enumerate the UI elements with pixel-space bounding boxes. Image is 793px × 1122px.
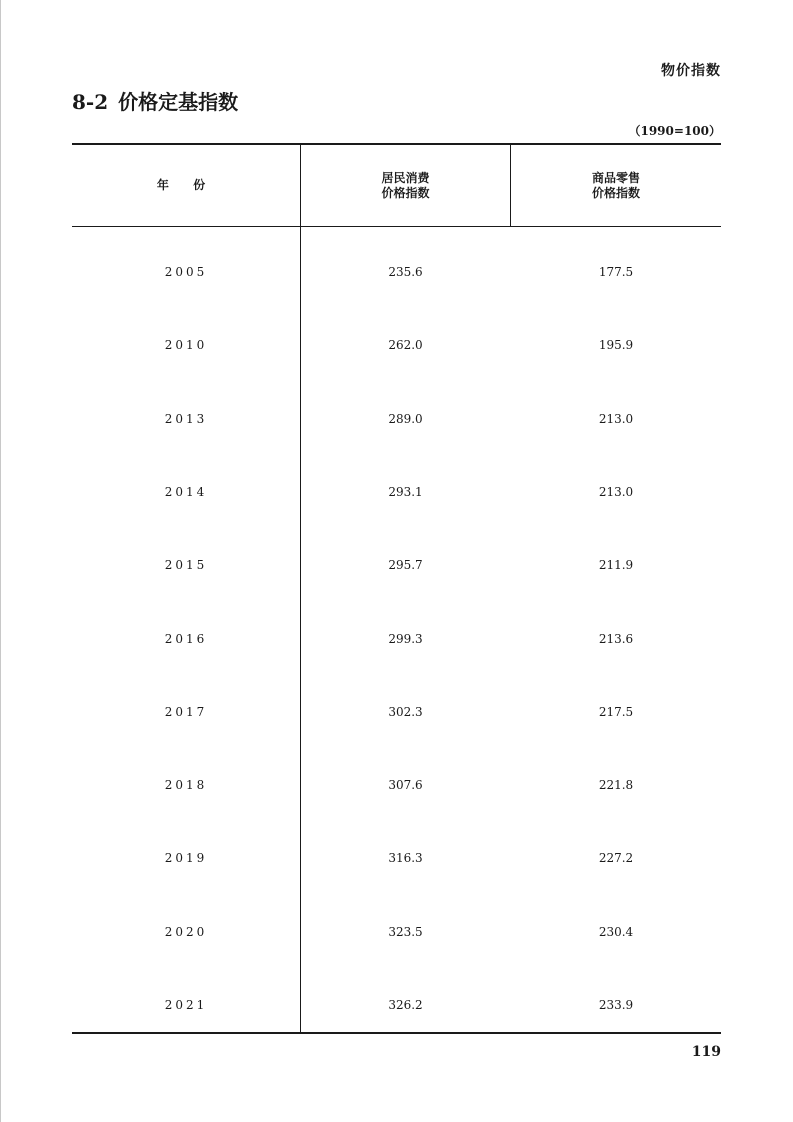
cpi-cell: 262.0 [388,338,423,352]
cpi-cell: 326.2 [388,998,423,1012]
header-year-label: 年 份 [156,178,216,192]
rpi-cell: 217.5 [598,705,634,719]
table-row [72,777,721,793]
table-bottom-rule [72,1032,721,1034]
year-cell: 2014 [164,485,208,499]
table-title-text: 价格定基指数 [118,90,239,114]
rpi-cell: 195.9 [598,338,634,352]
cpi-cell: 235.6 [388,265,423,279]
table-row [72,411,721,427]
header-rpi-line2: 价格指数 [591,185,640,200]
rpi-cell: 211.9 [598,558,634,572]
table-row [72,337,721,353]
cpi-cell: 323.5 [388,925,423,939]
rpi-cell: 221.8 [598,778,634,792]
unit-note: （1990=100） [628,124,721,138]
table-number: 8-2 [72,90,109,114]
cpi-cell: 307.6 [388,778,423,792]
cpi-cell: 299.3 [388,632,423,646]
cpi-cell: 316.3 [388,851,423,865]
table-row [72,850,721,866]
page-number: 119 [691,1044,721,1060]
year-cell: 2021 [164,998,208,1012]
header-rpi-line1: 商品零售 [591,170,640,185]
rpi-cell: 213.6 [598,632,634,646]
table-row [72,704,721,720]
year-cell: 2015 [164,558,208,572]
year-cell: 2010 [164,338,208,352]
header-rpi [511,145,721,226]
year-cell: 2020 [164,925,208,939]
cpi-cell: 293.1 [388,485,423,499]
section-header: 物价指数 [661,63,721,79]
rpi-cell: 230.4 [598,925,634,939]
year-cell: 2013 [164,412,208,426]
year-cell: 2018 [164,778,208,792]
cpi-cell: 289.0 [388,412,423,426]
rpi-cell: 177.5 [598,265,634,279]
cpi-cell: 295.7 [388,558,423,572]
table-row [72,264,721,280]
year-cell: 2017 [164,705,208,719]
table-title [72,86,238,115]
year-cell: 2019 [164,851,208,865]
table-row [72,997,721,1013]
cpi-cell: 302.3 [388,705,423,719]
page-edge [0,0,1,1122]
rpi-cell: 213.0 [598,412,634,426]
table-row [72,557,721,573]
rpi-cell: 227.2 [598,851,634,865]
table-row [72,484,721,500]
header-cpi-line2: 价格指数 [381,185,430,200]
rpi-cell: 233.9 [598,998,634,1012]
year-cell: 2005 [164,265,208,279]
table-row [72,924,721,940]
header-cpi [301,145,510,226]
header-cpi-line1: 居民消费 [381,170,430,185]
year-cell: 2016 [164,632,208,646]
rpi-cell: 213.0 [598,485,634,499]
table-header-rule [72,226,721,227]
header-year [72,145,300,226]
table-row [72,631,721,647]
